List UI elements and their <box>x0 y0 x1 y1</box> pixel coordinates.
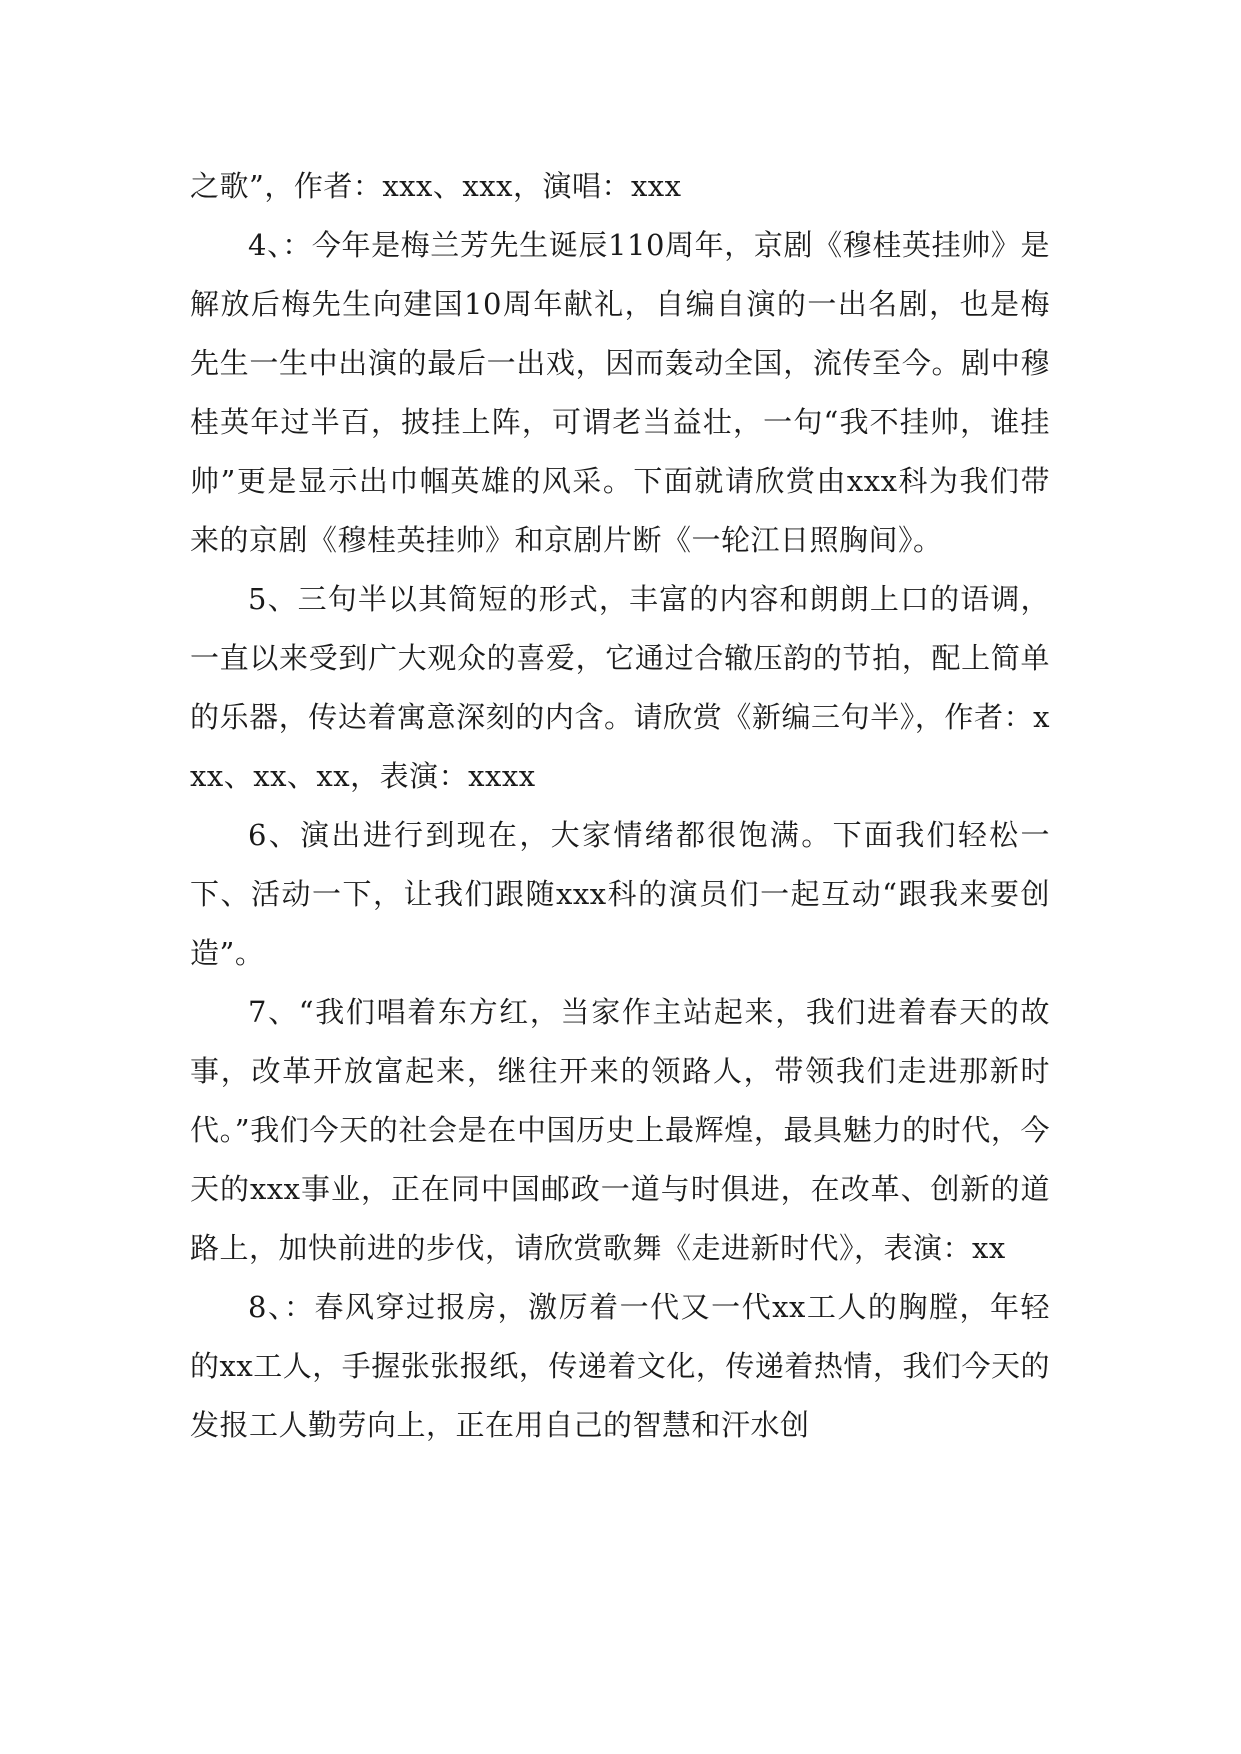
document-body <box>190 157 1050 1455</box>
paragraph-continuation: 之歌”，作者：xxx、xxx，演唱：xxx <box>190 169 682 203</box>
paragraph-item-6: 6、演出进行到现在，大家情绪都很饱满。下面我们轻松一下、活动一下，让我们跟随xxx科的演员们一起互动“跟我来要创造”。 <box>190 818 1050 970</box>
paragraph-item-5: 5、三句半以其简短的形式，丰富的内容和朗朗上口的语调，一直以来受到广大观众的喜爱，它通过合辙压韵的节拍，配上简单的乐器，传达着寓意深刻的内含。请欣赏《新编三句半》，作者：xxx、xx、xx，表演：xxxx <box>190 582 1050 793</box>
paragraph-item-4: 4、：今年是梅兰芳先生诞辰110周年，京剧《穆桂英挂帅》是解放后梅先生向建国10周年献礼，自编自演的一出名剧，也是梅先生一生中出演的最后一出戏，因而轰动全国，流传至今。剧中穆桂英年过半百，披挂上阵，可谓老当益壮，一句“我不挂帅，谁挂帅”更是显示出巾帼英雄的风采。下面就请欣赏由xxx科为我们带来的京剧《穆桂英挂帅》和京剧片断《一轮江日照胸间》。 <box>190 228 1050 557</box>
paragraph-item-8: 8、：春风穿过报房，激厉着一代又一代xx工人的胸膛，年轻的xx工人，手握张张报纸，传递着文化，传递着热情，我们今天的发报工人勤劳向上，正在用自己的智慧和汗水创 <box>190 1290 1050 1442</box>
paragraph-item-7: 7、“我们唱着东方红，当家作主站起来，我们进着春天的故事，改革开放富起来，继往开来的领路人，带领我们走进那新时代。”我们今天的社会是在中国历史上最辉煌，最具魅力的时代，今天的xxx事业，正在同中国邮政一道与时俱进，在改革、创新的道路上，加快前进的步伐，请欣赏歌舞《走进新时代》，表演：xx <box>190 995 1050 1265</box>
